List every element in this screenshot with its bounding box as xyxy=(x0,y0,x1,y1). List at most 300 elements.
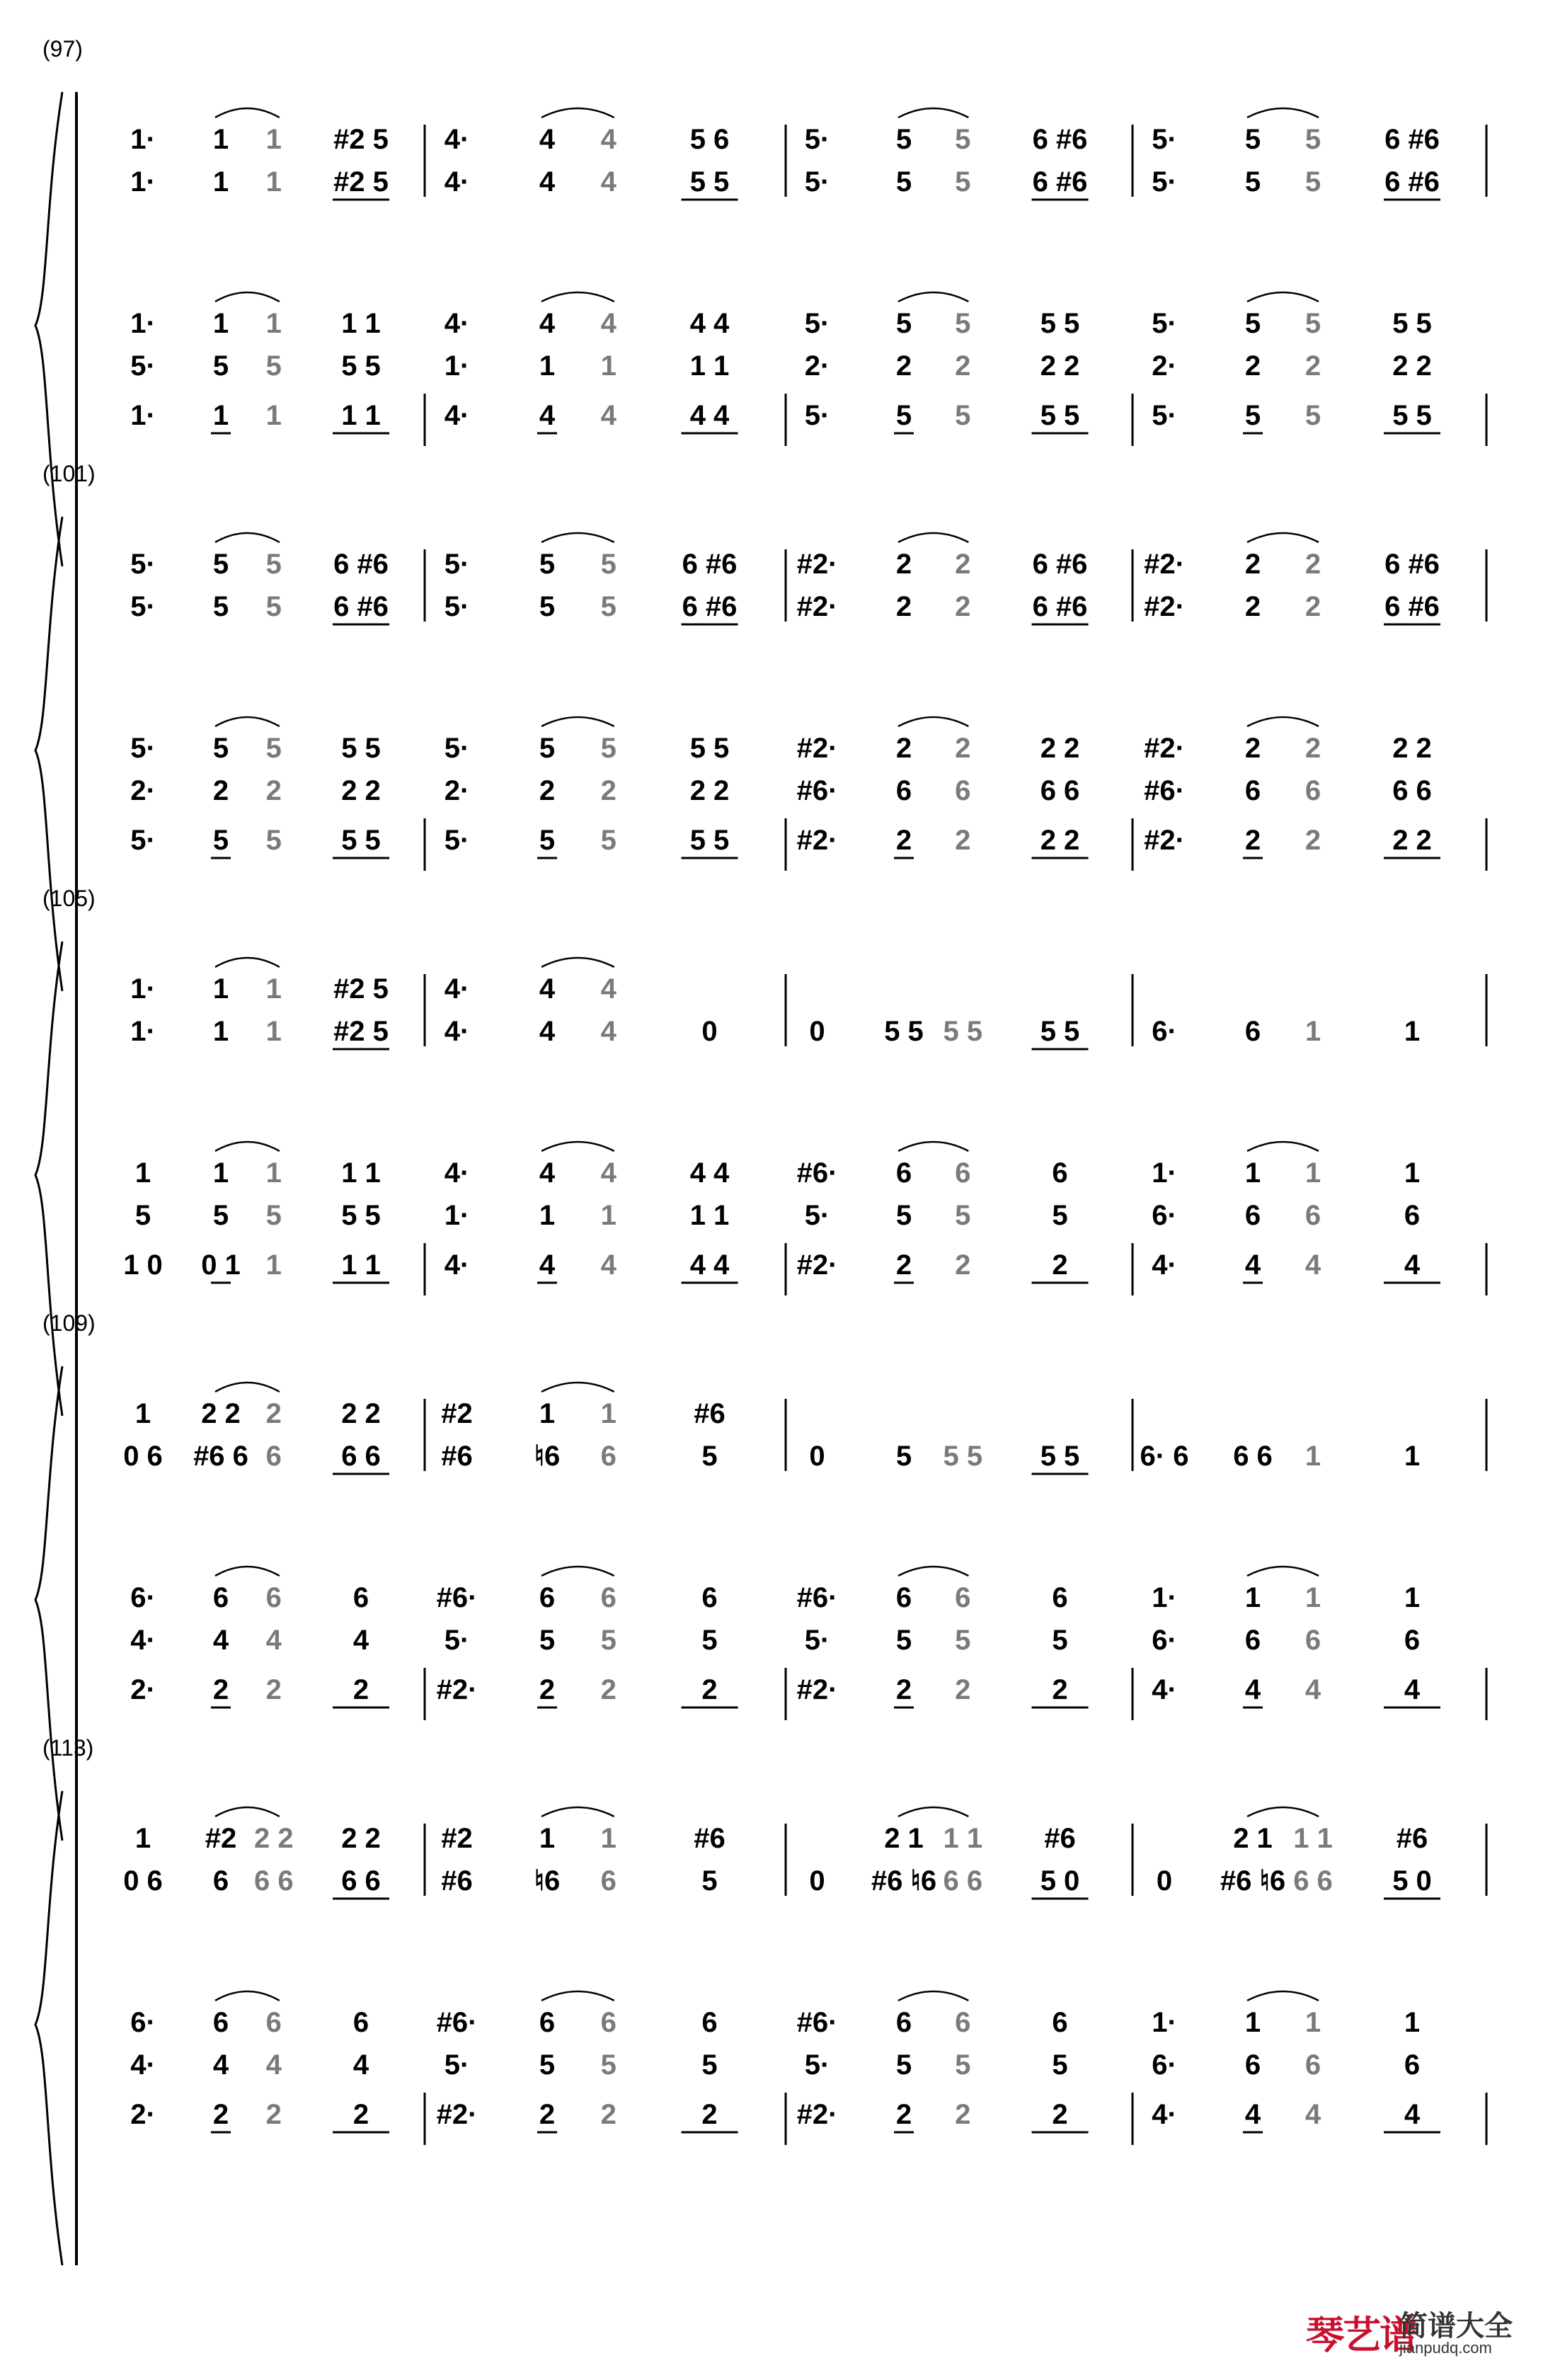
note-upper-2: 6 6 xyxy=(341,1441,381,1472)
note-lower: 2· xyxy=(1152,350,1177,382)
tie-arc xyxy=(541,1383,614,1392)
note-lower: 6 xyxy=(955,775,971,806)
tie-arc xyxy=(1247,1567,1319,1576)
note-lower: 6 xyxy=(212,1582,229,1613)
note-lower: 6 xyxy=(352,2007,369,2038)
note-lower: 2· xyxy=(444,775,470,806)
note-lower: 4 xyxy=(600,308,617,339)
note-lower: 4 xyxy=(1244,2099,1261,2130)
note-lower: 6· xyxy=(1152,2049,1177,2081)
note-upper: #6 xyxy=(694,1823,726,1854)
note-lower: 1 xyxy=(265,400,282,431)
note-upper: 2 2 xyxy=(253,1823,294,1854)
note-lower: 1 xyxy=(212,308,229,339)
note-lower: 5 xyxy=(212,733,229,764)
tie-arc xyxy=(1247,108,1319,118)
note-upper-2: 5· xyxy=(1152,166,1177,198)
note-lower: 6 xyxy=(1052,2007,1068,2038)
note-lower: 6 xyxy=(539,2007,556,2038)
note-upper: #6 xyxy=(1044,1823,1076,1854)
note-upper-2: 1 xyxy=(1305,1016,1321,1047)
note-upper-2: 6 xyxy=(600,1865,617,1896)
note-lower: 6 xyxy=(1244,775,1261,806)
note-lower: 4 xyxy=(539,1249,556,1281)
note-lower: 6 xyxy=(895,775,912,806)
note-upper-2: 5· xyxy=(804,166,830,198)
note-lower: 2 2 xyxy=(1392,733,1432,764)
note-upper: 2 1 xyxy=(1233,1823,1273,1854)
note-upper-2: 5 xyxy=(1244,166,1261,198)
note-lower: 4 xyxy=(265,2049,282,2081)
note-lower: 1 1 xyxy=(341,308,381,339)
note-lower: 2 xyxy=(701,1674,718,1705)
note-lower: 1 xyxy=(1305,1157,1321,1189)
note-upper: 2 2 xyxy=(341,1398,381,1429)
tie-arc xyxy=(215,1567,280,1576)
note-lower: 1 xyxy=(600,1200,617,1231)
note-lower: 6 xyxy=(1052,1582,1068,1613)
note-lower: 5 xyxy=(1305,308,1321,339)
note-upper: #2· xyxy=(1144,549,1185,580)
note-lower: 6 xyxy=(1244,1625,1261,1656)
note-lower: 4 xyxy=(1404,2099,1421,2130)
note-lower: 2 xyxy=(539,1674,556,1705)
note-upper: #2 5 xyxy=(333,124,389,155)
tie-arc xyxy=(1247,1807,1319,1817)
tie-arc xyxy=(215,1807,280,1817)
note-upper: 2 xyxy=(265,1398,282,1429)
note-lower: 6 xyxy=(265,2007,282,2038)
note-upper-2: 0 xyxy=(809,1865,825,1896)
note-upper-2: 1 xyxy=(1404,1441,1421,1472)
note-lower: #2· xyxy=(796,825,838,856)
note-lower: 6 xyxy=(955,1582,971,1613)
note-upper-2: #6 ♮6 xyxy=(871,1865,937,1896)
note-lower: 5 xyxy=(265,1200,282,1231)
note-upper-2: 1 xyxy=(212,1016,229,1047)
note-lower: 2 xyxy=(352,1674,369,1705)
note-upper: 1· xyxy=(130,124,156,155)
note-lower: 5 xyxy=(600,825,617,856)
note-upper-2: 1· xyxy=(130,1016,156,1047)
note-lower: 5 xyxy=(265,733,282,764)
tie-arc xyxy=(215,1991,280,2001)
note-lower: 4· xyxy=(1152,1674,1177,1705)
note-lower: 5 5 xyxy=(1040,400,1080,431)
note-lower: 2· xyxy=(130,775,156,806)
note-lower: 6 6 xyxy=(1392,775,1432,806)
note-lower: 4 xyxy=(1305,2099,1321,2130)
note-lower: 4· xyxy=(444,1249,470,1281)
note-lower: 1 1 xyxy=(689,1200,730,1231)
note-lower: 2 xyxy=(212,775,229,806)
note-upper-2: ♮6 xyxy=(534,1441,561,1472)
note-upper: 6 #6 xyxy=(1384,124,1440,155)
note-lower: 5 xyxy=(212,825,229,856)
note-upper-2: #2 5 xyxy=(333,166,389,198)
note-upper-2: 5 xyxy=(955,166,971,198)
note-lower: 2 xyxy=(600,1674,617,1705)
note-upper: 1 xyxy=(134,1398,151,1429)
note-lower: 2 xyxy=(895,733,912,764)
tie-arc xyxy=(898,1142,968,1151)
note-lower: #2· xyxy=(436,2099,478,2130)
note-lower: 5 xyxy=(895,308,912,339)
tie-arc xyxy=(215,292,280,302)
note-upper: 6 #6 xyxy=(333,549,389,580)
note-lower: 2 xyxy=(895,2099,912,2130)
note-lower: 2 xyxy=(955,2099,971,2130)
note-upper-2: 5 5 xyxy=(1040,1441,1080,1472)
note-lower: 4 4 xyxy=(689,1249,730,1281)
note-upper-2: 5 5 xyxy=(943,1016,983,1047)
note-lower: 4 xyxy=(1244,1249,1261,1281)
note-lower: 5 xyxy=(701,2049,718,2081)
note-lower: 2 xyxy=(895,825,912,856)
note-lower: 5 xyxy=(212,350,229,382)
tie-arc xyxy=(215,108,280,118)
note-lower: 2 xyxy=(955,1674,971,1705)
note-lower: 4 xyxy=(1404,1674,1421,1705)
note-upper-2: 6 xyxy=(600,1441,617,1472)
note-lower: #2· xyxy=(796,2099,838,2130)
note-upper-2: 6 #6 xyxy=(682,591,738,622)
system-brace xyxy=(35,1366,62,1841)
note-lower: 2 xyxy=(1305,350,1321,382)
note-lower: 2 xyxy=(539,775,556,806)
note-upper-2: 6 #6 xyxy=(1032,591,1088,622)
note-upper: 1 xyxy=(212,124,229,155)
note-upper-2: 2 xyxy=(895,591,912,622)
note-lower: 5· xyxy=(130,733,156,764)
note-lower: 6 xyxy=(701,2007,718,2038)
note-lower: 4 xyxy=(352,2049,369,2081)
note-lower: #2· xyxy=(796,733,838,764)
note-upper-2: 6 6 xyxy=(1233,1441,1273,1472)
note-lower: 1 0 xyxy=(123,1249,163,1281)
tie-arc xyxy=(898,1567,968,1576)
note-upper-2: 6· 6 xyxy=(1140,1441,1189,1472)
note-lower: 5 xyxy=(1052,2049,1068,2081)
note-upper: #2 xyxy=(441,1823,473,1854)
note-lower: 5 xyxy=(134,1200,151,1231)
note-lower: 2 xyxy=(1052,1249,1068,1281)
note-lower: 1· xyxy=(444,1200,470,1231)
note-lower: 1· xyxy=(444,350,470,382)
tie-arc xyxy=(898,1807,968,1817)
tie-arc xyxy=(541,958,614,967)
note-lower: 1 xyxy=(265,1249,282,1281)
note-lower: 4· xyxy=(1152,2099,1177,2130)
note-lower: 5 5 xyxy=(341,350,381,382)
note-upper-2: 5 xyxy=(212,591,229,622)
note-lower: 5 5 xyxy=(689,825,730,856)
tie-arc xyxy=(215,958,280,967)
note-lower: 5 xyxy=(600,1625,617,1656)
note-lower: 4· xyxy=(444,400,470,431)
note-lower: 0 1 xyxy=(201,1249,241,1281)
note-upper: 5 xyxy=(265,549,282,580)
note-lower: 1 xyxy=(1244,1157,1261,1189)
note-lower: #2· xyxy=(436,1674,478,1705)
note-upper-2: 6 6 xyxy=(253,1865,294,1896)
note-lower: 6 xyxy=(1244,2049,1261,2081)
note-lower: 1 xyxy=(539,1200,556,1231)
note-lower: 4 xyxy=(1305,1249,1321,1281)
note-upper-2: 0 xyxy=(1156,1865,1173,1896)
note-lower: 2 xyxy=(955,350,971,382)
note-upper: #2· xyxy=(796,549,838,580)
note-upper-2: 1 xyxy=(265,166,282,198)
note-lower: 5 xyxy=(895,400,912,431)
note-lower: 5 xyxy=(265,350,282,382)
note-upper-2: 5 xyxy=(1305,166,1321,198)
note-upper-2: #2 5 xyxy=(333,1016,389,1047)
note-lower: 1 xyxy=(212,400,229,431)
note-upper-2: #2· xyxy=(796,591,838,622)
note-upper-2: 0 xyxy=(809,1441,825,1472)
note-upper-2: 1 xyxy=(1404,1016,1421,1047)
note-upper-2: 1 xyxy=(265,1016,282,1047)
note-lower: 2 xyxy=(1244,733,1261,764)
note-upper: 2 1 xyxy=(884,1823,924,1854)
note-lower: 2 xyxy=(600,2099,617,2130)
note-lower: 4 4 xyxy=(689,400,730,431)
note-lower: 4· xyxy=(130,1625,156,1656)
note-upper: 2 xyxy=(1305,549,1321,580)
note-lower: 6 xyxy=(212,2007,229,2038)
note-lower: 4 xyxy=(1404,1249,1421,1281)
note-upper-2: 5 5 xyxy=(1040,1016,1080,1047)
note-lower: 5· xyxy=(804,2049,830,2081)
tie-arc xyxy=(541,1567,614,1576)
note-upper: 4 xyxy=(539,124,556,155)
tie-arc xyxy=(541,292,614,302)
note-lower: 4 xyxy=(539,1157,556,1189)
note-upper-2: 6 #6 xyxy=(333,591,389,622)
note-lower: 1 xyxy=(134,1157,151,1189)
note-upper-2: 1 xyxy=(212,166,229,198)
tie-arc xyxy=(1247,292,1319,302)
note-lower: 2 2 xyxy=(1040,350,1080,382)
note-upper: 1 1 xyxy=(943,1823,983,1854)
note-upper: 5 xyxy=(539,549,556,580)
note-lower: 5 xyxy=(955,308,971,339)
note-lower: 6 xyxy=(1305,775,1321,806)
note-lower: 6 xyxy=(895,1582,912,1613)
note-lower: 2 xyxy=(1244,350,1261,382)
note-lower: 1 1 xyxy=(341,400,381,431)
measure-number: (109) xyxy=(42,1310,96,1336)
watermark-logo: 琴艺谱 xyxy=(1306,2313,1416,2357)
note-upper-2: 5· xyxy=(130,591,156,622)
note-lower: 5 xyxy=(265,825,282,856)
tie-arc xyxy=(215,533,280,542)
measure-number: (101) xyxy=(42,461,96,486)
note-lower: 5 xyxy=(1244,308,1261,339)
note-lower: 2 2 xyxy=(1040,825,1080,856)
note-upper: 4 xyxy=(539,973,556,1005)
note-lower: 1 xyxy=(212,1157,229,1189)
site-watermark xyxy=(1306,2299,1532,2370)
note-lower: 5 xyxy=(701,1625,718,1656)
note-lower: 6 xyxy=(1052,1157,1068,1189)
note-upper: #6 xyxy=(1396,1823,1428,1854)
note-lower: 4 xyxy=(539,400,556,431)
note-lower: 1 xyxy=(1305,2007,1321,2038)
note-upper: 5· xyxy=(1152,124,1177,155)
note-lower: 4 4 xyxy=(689,1157,730,1189)
note-lower: 6 xyxy=(600,2007,617,2038)
note-lower: 4 xyxy=(600,400,617,431)
note-upper-2: 4 xyxy=(600,1016,617,1047)
note-upper: 2 xyxy=(895,549,912,580)
note-upper: 5 6 xyxy=(689,124,730,155)
tie-arc xyxy=(898,717,968,726)
note-upper-2: 5 xyxy=(539,591,556,622)
note-upper-2: 6 #6 xyxy=(1032,166,1088,198)
note-upper-2: 0 xyxy=(701,1016,718,1047)
note-lower: 4 xyxy=(352,1625,369,1656)
tie-arc xyxy=(541,108,614,118)
note-lower: 4· xyxy=(444,308,470,339)
note-upper-2: 0 6 xyxy=(123,1441,163,1472)
tie-arc xyxy=(541,1142,614,1151)
note-lower: 2 xyxy=(600,775,617,806)
tie-arc xyxy=(1247,1142,1319,1151)
note-lower: 2 xyxy=(955,733,971,764)
note-lower: 2 xyxy=(955,1249,971,1281)
note-lower: 6 xyxy=(701,1582,718,1613)
note-lower: 1· xyxy=(1152,1582,1177,1613)
note-lower: 2 2 xyxy=(689,775,730,806)
note-upper-2: 2 xyxy=(1244,591,1261,622)
note-lower: 6 xyxy=(600,1582,617,1613)
note-upper: 1· xyxy=(130,973,156,1005)
note-upper-2: 4 xyxy=(600,166,617,198)
note-lower: 4· xyxy=(444,1157,470,1189)
note-lower: 2 xyxy=(265,775,282,806)
note-upper-2: 6 xyxy=(265,1441,282,1472)
note-upper-2: 5 0 xyxy=(1040,1865,1080,1896)
note-lower: 6 xyxy=(895,2007,912,2038)
note-upper: 5 xyxy=(600,549,617,580)
note-lower: 1 xyxy=(539,350,556,382)
note-upper: 6 #6 xyxy=(1384,549,1440,580)
note-lower: #6· xyxy=(436,2007,478,2038)
note-upper-2: 6 xyxy=(212,1865,229,1896)
note-lower: 4 xyxy=(1244,1674,1261,1705)
note-lower: 2 xyxy=(895,1674,912,1705)
note-lower: 5· xyxy=(804,308,830,339)
note-lower: 2 xyxy=(265,1674,282,1705)
note-lower: 5 xyxy=(212,1200,229,1231)
note-lower: 2 2 xyxy=(1392,825,1432,856)
measure-number: (97) xyxy=(42,36,83,62)
note-upper: 5 xyxy=(1244,124,1261,155)
note-lower: 2 xyxy=(895,1249,912,1281)
note-lower: 5 xyxy=(955,1625,971,1656)
note-lower: 2 xyxy=(1052,2099,1068,2130)
note-upper-2: 6 #6 xyxy=(1384,591,1440,622)
note-upper: 2 2 xyxy=(201,1398,241,1429)
note-upper-2: 5 xyxy=(600,591,617,622)
note-lower: #6· xyxy=(796,1157,838,1189)
note-lower: 6 xyxy=(352,1582,369,1613)
note-upper: 1 xyxy=(539,1398,556,1429)
note-lower: 5 5 xyxy=(341,1200,381,1231)
measure-number: (105) xyxy=(42,886,96,911)
note-lower: 5 xyxy=(539,825,556,856)
note-upper: 5· xyxy=(130,549,156,580)
tie-arc xyxy=(215,1383,280,1392)
note-lower: 2 xyxy=(1052,1674,1068,1705)
note-lower: 5 5 xyxy=(689,733,730,764)
note-lower: #2· xyxy=(796,1674,838,1705)
note-upper: 4 xyxy=(600,973,617,1005)
note-lower: 6· xyxy=(1152,1625,1177,1656)
note-upper-2: 5 5 xyxy=(884,1016,924,1047)
note-upper-2: 6 6 xyxy=(1293,1865,1333,1896)
note-lower: 5· xyxy=(130,825,156,856)
note-upper: 5 xyxy=(955,124,971,155)
note-lower: 4· xyxy=(130,2049,156,2081)
note-upper-2: 5 0 xyxy=(1392,1865,1432,1896)
note-lower: 1· xyxy=(1152,1157,1177,1189)
note-upper: 1 xyxy=(539,1823,556,1854)
note-upper-2: #6 xyxy=(441,1865,473,1896)
note-lower: 2· xyxy=(130,2099,156,2130)
note-lower: 5 5 xyxy=(1392,308,1432,339)
note-upper: 1 xyxy=(134,1823,151,1854)
note-lower: 2 xyxy=(212,2099,229,2130)
note-upper-2: 6 6 xyxy=(341,1865,381,1896)
note-upper-2: 1 xyxy=(1305,1441,1321,1472)
note-lower: 5 xyxy=(895,1200,912,1231)
tie-arc xyxy=(215,1142,280,1151)
note-lower: 5· xyxy=(444,825,470,856)
watermark-title: 简谱大全 xyxy=(1399,2310,1513,2342)
note-lower: 1 xyxy=(1404,1582,1421,1613)
note-lower: 2 2 xyxy=(1040,733,1080,764)
note-lower: 5 xyxy=(539,2049,556,2081)
tie-arc xyxy=(1247,717,1319,726)
measure-number: (113) xyxy=(42,1735,94,1761)
note-lower: 6 xyxy=(955,1157,971,1189)
tie-arc xyxy=(541,1807,614,1817)
tie-arc xyxy=(1247,1991,1319,2001)
note-upper-2: 5 xyxy=(701,1865,718,1896)
note-lower: 5 xyxy=(955,1200,971,1231)
tie-arc xyxy=(898,292,968,302)
note-upper: 5· xyxy=(444,549,470,580)
note-lower: 5· xyxy=(804,1200,830,1231)
note-lower: 2 2 xyxy=(1392,350,1432,382)
note-lower: 6 xyxy=(1305,1200,1321,1231)
note-upper: 5 xyxy=(895,124,912,155)
note-upper-2: 2 xyxy=(1305,591,1321,622)
note-upper: 6 #6 xyxy=(682,549,738,580)
note-upper-2: 4 xyxy=(539,166,556,198)
note-upper: 5 xyxy=(1305,124,1321,155)
note-lower: 4 xyxy=(1305,1674,1321,1705)
note-lower: 2 xyxy=(701,2099,718,2130)
note-lower: #2· xyxy=(796,1249,838,1281)
note-lower: 1 xyxy=(1244,2007,1261,2038)
note-lower: 5 xyxy=(1305,400,1321,431)
note-lower: 5 5 xyxy=(1392,400,1432,431)
note-lower: 5· xyxy=(444,1625,470,1656)
